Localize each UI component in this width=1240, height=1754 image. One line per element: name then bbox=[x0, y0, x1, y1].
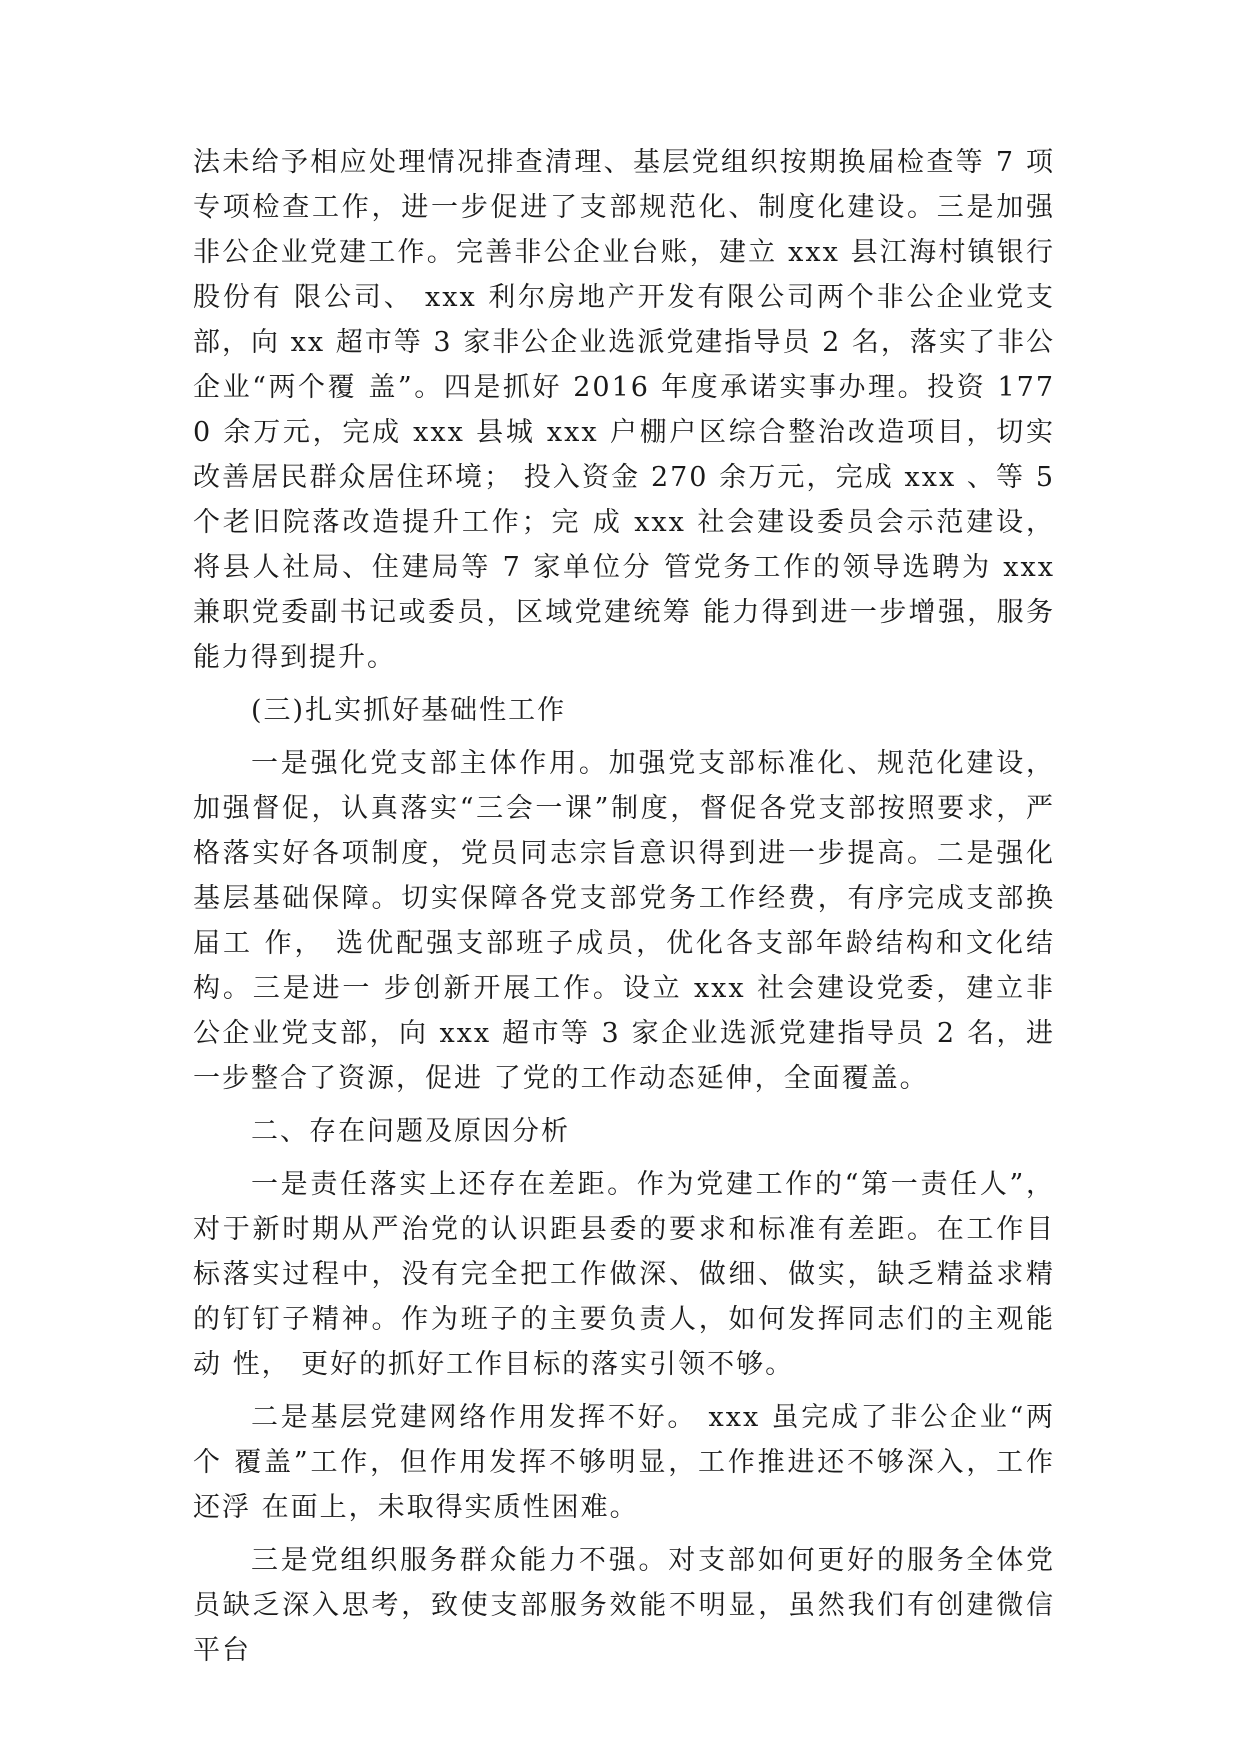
section-heading-problems: 二、存在问题及原因分析 bbox=[251, 1116, 570, 1147]
paragraph-2: 一是强化党支部主体作用。加强党支部标准化、规范化建设，加强督促，认真落实“三会一课”制度，督促各党支部按照要求，严格落实好各项制度，党员同志宗旨意识得到进一步提高。二是强化基层基础保障。切实保障各党支部党务工作经费，有序完成支部换届工 作， 选优配强支部班子成员，优化各支部年龄结构和文化结构。三是进一 步创新开展工作。设立 xxx 社会建设党委，建立非公企业党支部，向 xxx 超市等 3 家企业选派党建指导员 2 名，进一步整合了资源，促进 了党的工作动态延伸，全面覆盖。 bbox=[193, 748, 1055, 1094]
paragraph-3: 一是责任落实上还存在差距。作为党建工作的“第一责任人”，对于新时期从严治党的认识距县委的要求和标准有差距。在工作目标落实过程中，没有完全把工作做深、做细、做实，缺乏精益求精的钉钉子精神。作为班子的主要负责人，如何发挥同志们的主观能动 性， 更好的抓好工作目标的落实引领不够。 bbox=[193, 1169, 1055, 1380]
paragraph-5: 三是党组织服务群众能力不强。对支部如何更好的服务全体党员缺乏深入思考，致使支部服务效能不明显，虽然我们有创建微信平台 bbox=[193, 1545, 1055, 1666]
document-body bbox=[193, 140, 1066, 1681]
paragraph-1: 法未给予相应处理情况排查清理、基层党组织按期换届检查等 7 项专项检查工作，进一步促进了支部规范化、制度化建设。三是加强非公企业党建工作。完善非公企业台账，建立 xxx 县江海村镇银行股份有 限公司、 xxx 利尔房地产开发有限公司两个非公企业党支部，向 xx 超市等 3 家非公企业选派党建指导员 2 名，落实了非公企业“两个覆 盖”。四是抓好 2016 年度承诺实事办理。投资 1770 余万元，完成 xxx 县城 xxx 户棚户区综合整治改造项目，切实改善居民群众居住环境； 投入资金 270 余万元，完成 xxx 、等 5 个老旧院落改造提升工作；完 成 xxx 社会建设委员会示范建设，将县人社局、住建局等 7 家单位分 管党务工作的领导选聘为 xxx 兼职党委副书记或委员，区域党建统筹 能力得到进一步增强，服务能力得到提升。 bbox=[193, 147, 1066, 673]
paragraph-4: 二是基层党建网络作用发挥不好。 xxx 虽完成了非公企业“两个 覆盖”工作，但作用发挥不够明显，工作推进还不够深入，工作还浮 在面上，未取得实质性困难。 bbox=[193, 1402, 1055, 1523]
section-heading-3: (三)扎实抓好基础性工作 bbox=[251, 695, 567, 726]
